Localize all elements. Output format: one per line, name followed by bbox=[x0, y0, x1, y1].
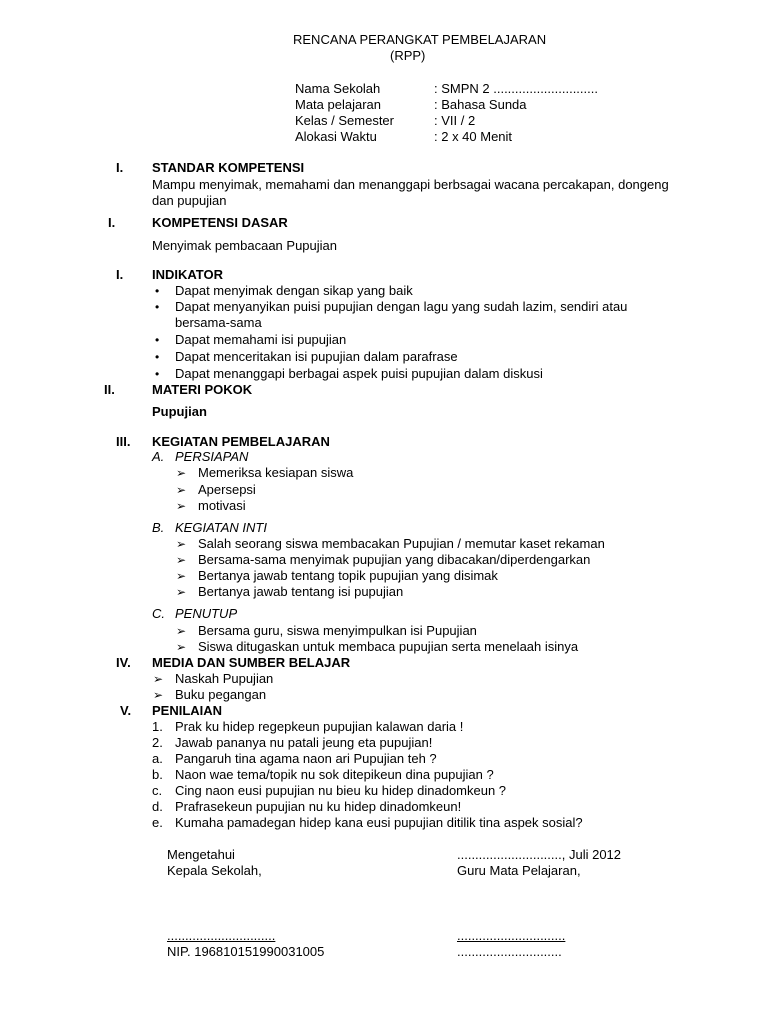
signature-left-nip: NIP. 196810151990031005 bbox=[167, 944, 325, 959]
section-body: Mampu menyimak, memahami dan menanggapi berbsagai wacana percakapan, dongeng bbox=[152, 177, 669, 192]
section-number: V. bbox=[120, 703, 132, 718]
list-item: ➢ Memeriksa kesiapan siswa bbox=[198, 465, 353, 481]
subsection-title: KEGIATAN INTI bbox=[175, 520, 267, 535]
section-body: Menyimak pembacaan Pupujian bbox=[152, 238, 337, 253]
list-item-number: a. bbox=[152, 751, 163, 766]
signature-left-name-line: .............................. bbox=[167, 928, 276, 943]
list-item: Cing naon eusi pupujian nu bieu ku hidep dinadomkeun ? bbox=[175, 783, 507, 798]
section-title: STANDAR KOMPETENSI bbox=[152, 160, 305, 175]
identity-label: Nama Sekolah bbox=[295, 81, 381, 96]
subsection-label: C. bbox=[152, 606, 165, 621]
signature-right-name-line: .............................. bbox=[457, 928, 566, 943]
section-title: INDIKATOR bbox=[152, 267, 224, 282]
list-item: ➢ motivasi bbox=[198, 498, 246, 514]
signature-left-line1: Mengetahui bbox=[167, 847, 235, 862]
list-item: Kumaha pamadegan hidep kana eusi pupujian ditilik tina aspek sosial? bbox=[175, 815, 583, 830]
section-number: III. bbox=[116, 434, 131, 449]
identity-label: Kelas / Semester bbox=[295, 113, 394, 128]
subsection-label: A. bbox=[152, 449, 165, 464]
identity-value: : VII / 2 bbox=[434, 113, 476, 128]
list-item-number: c. bbox=[152, 783, 163, 798]
section-number: II. bbox=[104, 382, 115, 397]
identity-label: Alokasi Waktu bbox=[295, 129, 377, 144]
section-body: dan pupujian bbox=[152, 193, 227, 208]
list-item-number: b. bbox=[152, 767, 163, 782]
list-item-continued: bersama-sama bbox=[175, 315, 262, 330]
list-item: Jawab pananya nu patali jeung eta pupujian! bbox=[175, 735, 433, 750]
list-item-number: e. bbox=[152, 815, 163, 830]
list-item: • Dapat menanggapi berbagai aspek puisi pupujian dalam diskusi bbox=[175, 366, 543, 382]
list-item: ➢ Bertanya jawab tentang isi pupujian bbox=[198, 584, 403, 600]
list-item: Pangaruh tina agama naon ari Pupujian teh ? bbox=[175, 751, 437, 766]
list-item-number: 1. bbox=[152, 719, 163, 734]
subsection-title: PENUTUP bbox=[175, 606, 238, 621]
list-item: Prafrasekeun pupujian nu ku hidep dinadomkeun! bbox=[175, 799, 462, 814]
identity-label: Mata pelajaran bbox=[295, 97, 381, 112]
list-item: ➢ Buku pegangan bbox=[175, 687, 266, 703]
list-item: ➢ Bersama guru, siswa menyimpulkan isi Pupujian bbox=[198, 623, 477, 639]
signature-left-line2: Kepala Sekolah, bbox=[167, 863, 262, 878]
identity-value: : Bahasa Sunda bbox=[434, 97, 527, 112]
list-item: • Dapat menyimak dengan sikap yang baik bbox=[175, 283, 413, 299]
signature-right-line2: Guru Mata Pelajaran, bbox=[457, 863, 581, 878]
document-subtitle: (RPP) bbox=[390, 48, 426, 63]
list-item: ➢ Siswa ditugaskan untuk membaca pupujian serta menelaah isinya bbox=[198, 639, 578, 655]
identity-value: : SMPN 2 ............................. bbox=[434, 81, 598, 96]
list-item: ➢ Bertanya jawab tentang topik pupujian yang disimak bbox=[198, 568, 498, 584]
list-item: Naon wae tema/topik nu sok ditepikeun dina pupujian ? bbox=[175, 767, 494, 782]
section-title: MATERI POKOK bbox=[152, 382, 253, 397]
signature-right-nip: ............................. bbox=[457, 944, 562, 959]
list-item: ➢ Salah seorang siswa membacakan Pupujian / memutar kaset rekaman bbox=[198, 536, 605, 552]
list-item: Prak ku hidep regepkeun pupujian kalawan daria ! bbox=[175, 719, 464, 734]
identity-value: : 2 x 40 Menit bbox=[434, 129, 513, 144]
list-item: ➢ Naskah Pupujian bbox=[175, 671, 273, 687]
section-title: KOMPETENSI DASAR bbox=[152, 215, 288, 230]
section-number: I. bbox=[108, 215, 116, 230]
list-item-number: d. bbox=[152, 799, 163, 814]
section-title: PENILAIAN bbox=[152, 703, 223, 718]
signature-right-line1: ............................., Juli 2012 bbox=[457, 847, 622, 862]
list-item: • Dapat memahami isi pupujian bbox=[175, 332, 346, 348]
list-item: ➢ Apersepsi bbox=[198, 482, 256, 498]
list-item: • Dapat menceritakan isi pupujian dalam parafrase bbox=[175, 349, 458, 365]
list-item-number: 2. bbox=[152, 735, 163, 750]
list-item: • Dapat menyanyikan puisi pupujian dengan lagu yang sudah lazim, sendiri atau bbox=[175, 299, 627, 315]
list-item: ➢ Bersama-sama menyimak pupujian yang dibacakan/diperdengarkan bbox=[198, 552, 590, 568]
subsection-title: PERSIAPAN bbox=[175, 449, 249, 464]
section-title: MEDIA DAN SUMBER BELAJAR bbox=[152, 655, 351, 670]
section-body: Pupujian bbox=[152, 404, 207, 419]
section-number: IV. bbox=[116, 655, 131, 670]
section-number: I. bbox=[116, 160, 124, 175]
document-title: RENCANA PERANGKAT PEMBELAJARAN bbox=[293, 32, 547, 47]
section-number: I. bbox=[116, 267, 124, 282]
subsection-label: B. bbox=[152, 520, 165, 535]
section-title: KEGIATAN PEMBELAJARAN bbox=[152, 434, 330, 449]
